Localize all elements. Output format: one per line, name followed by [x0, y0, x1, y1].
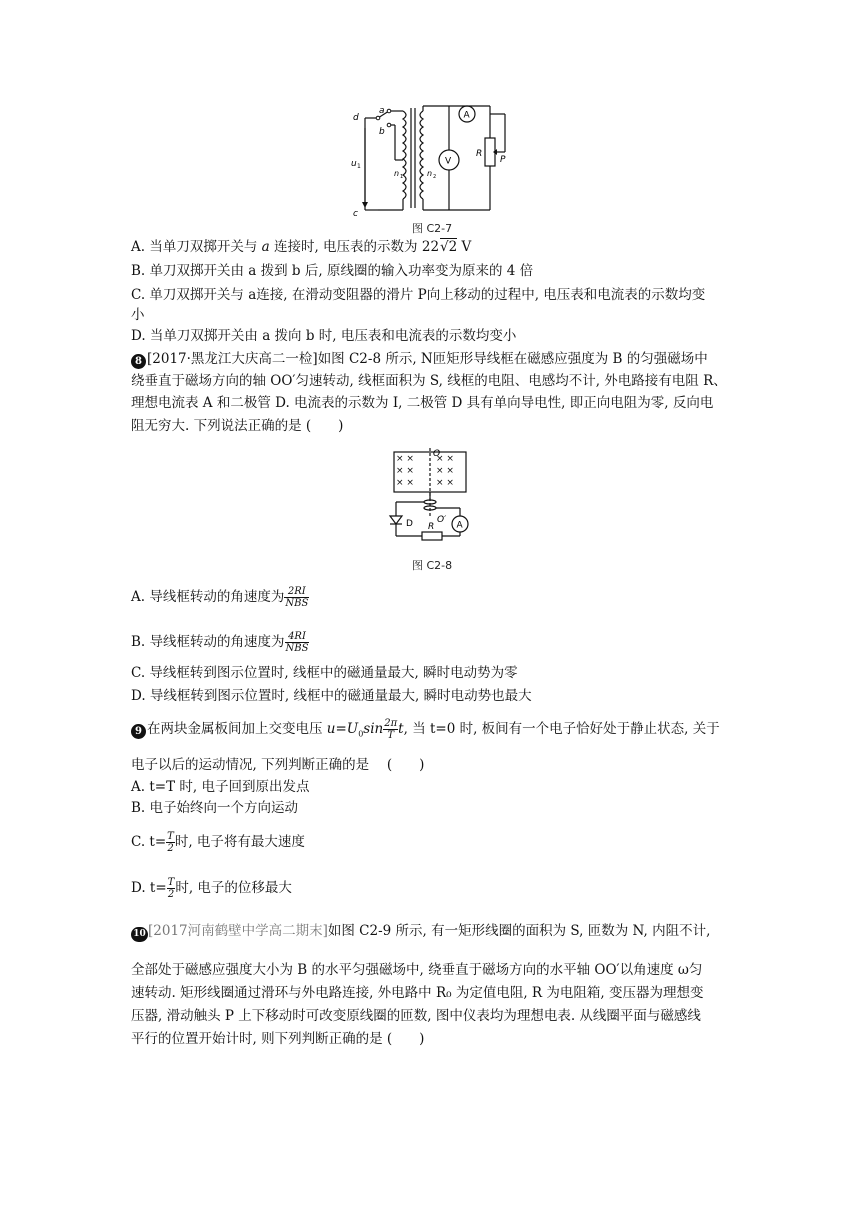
denominator: NBS — [285, 598, 309, 609]
fraction — [383, 718, 398, 741]
option-text: 时, 电子的位移最大 — [175, 880, 292, 896]
option-text: A. 导线框转动的角速度为 — [131, 589, 285, 605]
label-u1: u — [351, 159, 357, 169]
subscript: 0 — [358, 729, 364, 739]
svg-text:× ×: × × — [396, 466, 414, 476]
option-text: 时, 电子将有最大速度 — [174, 834, 305, 850]
q9-stem-2: 电子以后的运动情况, 下列判断正确的是 ( ) — [131, 757, 425, 773]
numerator: T — [167, 877, 175, 888]
option-text: 连接时, 电压表的示数为 22 — [269, 239, 440, 255]
label-n1-sub: 1 — [400, 174, 404, 180]
svg-text:× ×: × × — [396, 454, 414, 464]
unit: V — [457, 239, 472, 255]
svg-text:× ×: × × — [436, 454, 454, 464]
axis-O-label: O — [433, 449, 441, 459]
numerator: 4RI — [285, 631, 310, 643]
question-number: 9 — [131, 724, 146, 739]
label-n2: n — [427, 169, 433, 178]
q7-option-c: C. 单刀双掷开关与 a连接, 在滑动变阻器的滑片 P向上移动的过程中, 电压表和电流表的示数均变 — [131, 287, 706, 303]
figure-caption: 图 C2-8 — [412, 559, 453, 572]
label-b: b — [379, 127, 385, 137]
q10-stem-3: 速转动. 矩形线圈通过滑环与外电路连接, 外电路中 R₀ 为定值电阻, R 为电阻箱, 变压器为理想变 — [131, 985, 704, 1001]
figure-caption: 图 C2-7 — [412, 222, 453, 235]
ammeter-label: A — [463, 110, 470, 121]
resistor-label: R — [428, 522, 435, 532]
numerator: 2π — [384, 718, 398, 729]
q10-stem — [131, 922, 710, 942]
ammeter-label: A — [456, 520, 463, 531]
denominator: NBS — [285, 643, 309, 654]
label-c: c — [353, 209, 358, 219]
label-n2-sub: 2 — [433, 174, 437, 180]
axis-Oprime-label: O′ — [437, 515, 447, 525]
q10-stem-2: 全部处于磁感应强度大小为 B 的水平匀强磁场中, 绕垂直于磁场方向的水平轴 OO′以角速度 ω匀 — [131, 962, 703, 978]
figure-c2-8 — [382, 446, 478, 550]
stem-text: 在两块金属板间加上交变电压 — [147, 721, 327, 737]
option-text: D. t= — [131, 880, 167, 896]
formula-sin: sin — [363, 721, 384, 737]
denominator: 2 — [167, 889, 175, 900]
q9-option-c — [131, 831, 305, 854]
q9-stem — [131, 718, 720, 744]
q8-option-b — [131, 631, 309, 654]
svg-text:× ×: × × — [436, 478, 454, 488]
formula-u: u=U — [326, 721, 359, 737]
option-text: A. 当单刀双掷开关与 — [131, 239, 262, 255]
q10-stem-4: 压器, 滑动触头 P 上下移动时可改变原线圈的匝数, 图中仪表均为理想电表. 从线圈平面与磁感线 — [131, 1008, 701, 1024]
numerator: 2RI — [284, 586, 309, 598]
denominator: 2 — [167, 843, 174, 854]
label-a: a — [379, 106, 385, 116]
svg-text:× ×: × × — [396, 478, 414, 488]
radicand: 2 — [448, 239, 458, 255]
label-d: d — [353, 113, 359, 123]
q8-stem-2: 绕垂直于磁场方向的轴 OO′匀速转动, 线框面积为 S, 线框的电阻、电感均不计, 外电路接有电阻 R、 — [131, 373, 727, 389]
q7-option-c-cont: 小 — [131, 307, 145, 323]
q8-stem-4: 阻无穷大. 下列说法正确的是 ( ) — [131, 418, 344, 434]
option-text: B. 导线框转动的角速度为 — [131, 634, 285, 650]
q9-option-b: B. 电子始终向一个方向运动 — [131, 800, 299, 816]
label-n1: n — [394, 169, 400, 178]
q7-option-a: A. 当单刀双掷开关与 a 连接时, 电压表的示数为 22√2 V — [131, 239, 472, 255]
fraction — [285, 631, 310, 654]
voltmeter-label: V — [445, 156, 452, 167]
stem-text: 如图 C2-9 所示, 有一矩形线圈的面积为 S, 匝数为 N, 内阻不计, — [327, 923, 711, 939]
q8-option-d: D. 导线框转到图示位置时, 线框中的磁通量最大, 瞬时电动势也最大 — [131, 688, 532, 704]
question-source: [2017·黑龙江大庆高二一检] — [147, 351, 318, 367]
question-number: 8 — [131, 354, 146, 369]
question-number: 10 — [131, 927, 148, 942]
question-source: [2017河南鹤壁中学高二期末] — [148, 923, 328, 939]
option-text: C. t= — [131, 834, 167, 850]
option-var: a — [261, 239, 270, 255]
label-R: R — [476, 149, 483, 159]
label-u1-sub: 1 — [357, 163, 361, 170]
formula-t: t — [398, 721, 404, 737]
q8-stem — [131, 350, 708, 369]
numerator: T — [167, 831, 174, 842]
denominator: T — [387, 730, 395, 741]
diode-label: D — [406, 519, 413, 529]
fraction — [166, 831, 175, 854]
q7-option-b: B. 单刀双掷开关由 a 拨到 b 后, 原线圈的输入功率变为原来的 4 倍 — [131, 263, 534, 279]
fraction — [284, 586, 309, 609]
q9-option-a: A. t=T 时, 电子回到原出发点 — [131, 779, 310, 795]
q8-option-c: C. 导线框转到图示位置时, 线框中的磁通量最大, 瞬时电动势为零 — [131, 665, 518, 681]
q7-option-d: D. 当单刀双掷开关由 a 拨向 b 时, 电压表和电流表的示数均变小 — [131, 328, 517, 344]
svg-text:× ×: × × — [436, 466, 454, 476]
label-P: P — [500, 155, 506, 165]
figure-c2-7 — [345, 98, 520, 220]
q8-option-a — [131, 586, 309, 609]
q9-option-d — [131, 877, 292, 900]
stem-text: , 当 t=0 时, 板间有一个电子恰好处于静止状态, 关于 — [403, 721, 720, 737]
q10-stem-5: 平行的位置开始计时, 则下列判断正确的是 ( ) — [131, 1031, 425, 1047]
q8-stem-3: 理想电流表 A 和二极管 D. 电流表的示数为 I, 二极管 D 具有单向导电性, 即正向电阻为零, 反向电 — [131, 395, 714, 411]
stem-text: 如图 C2-8 所示, N匝矩形导线框在磁感应强度为 B 的匀强磁场中 — [317, 351, 708, 367]
